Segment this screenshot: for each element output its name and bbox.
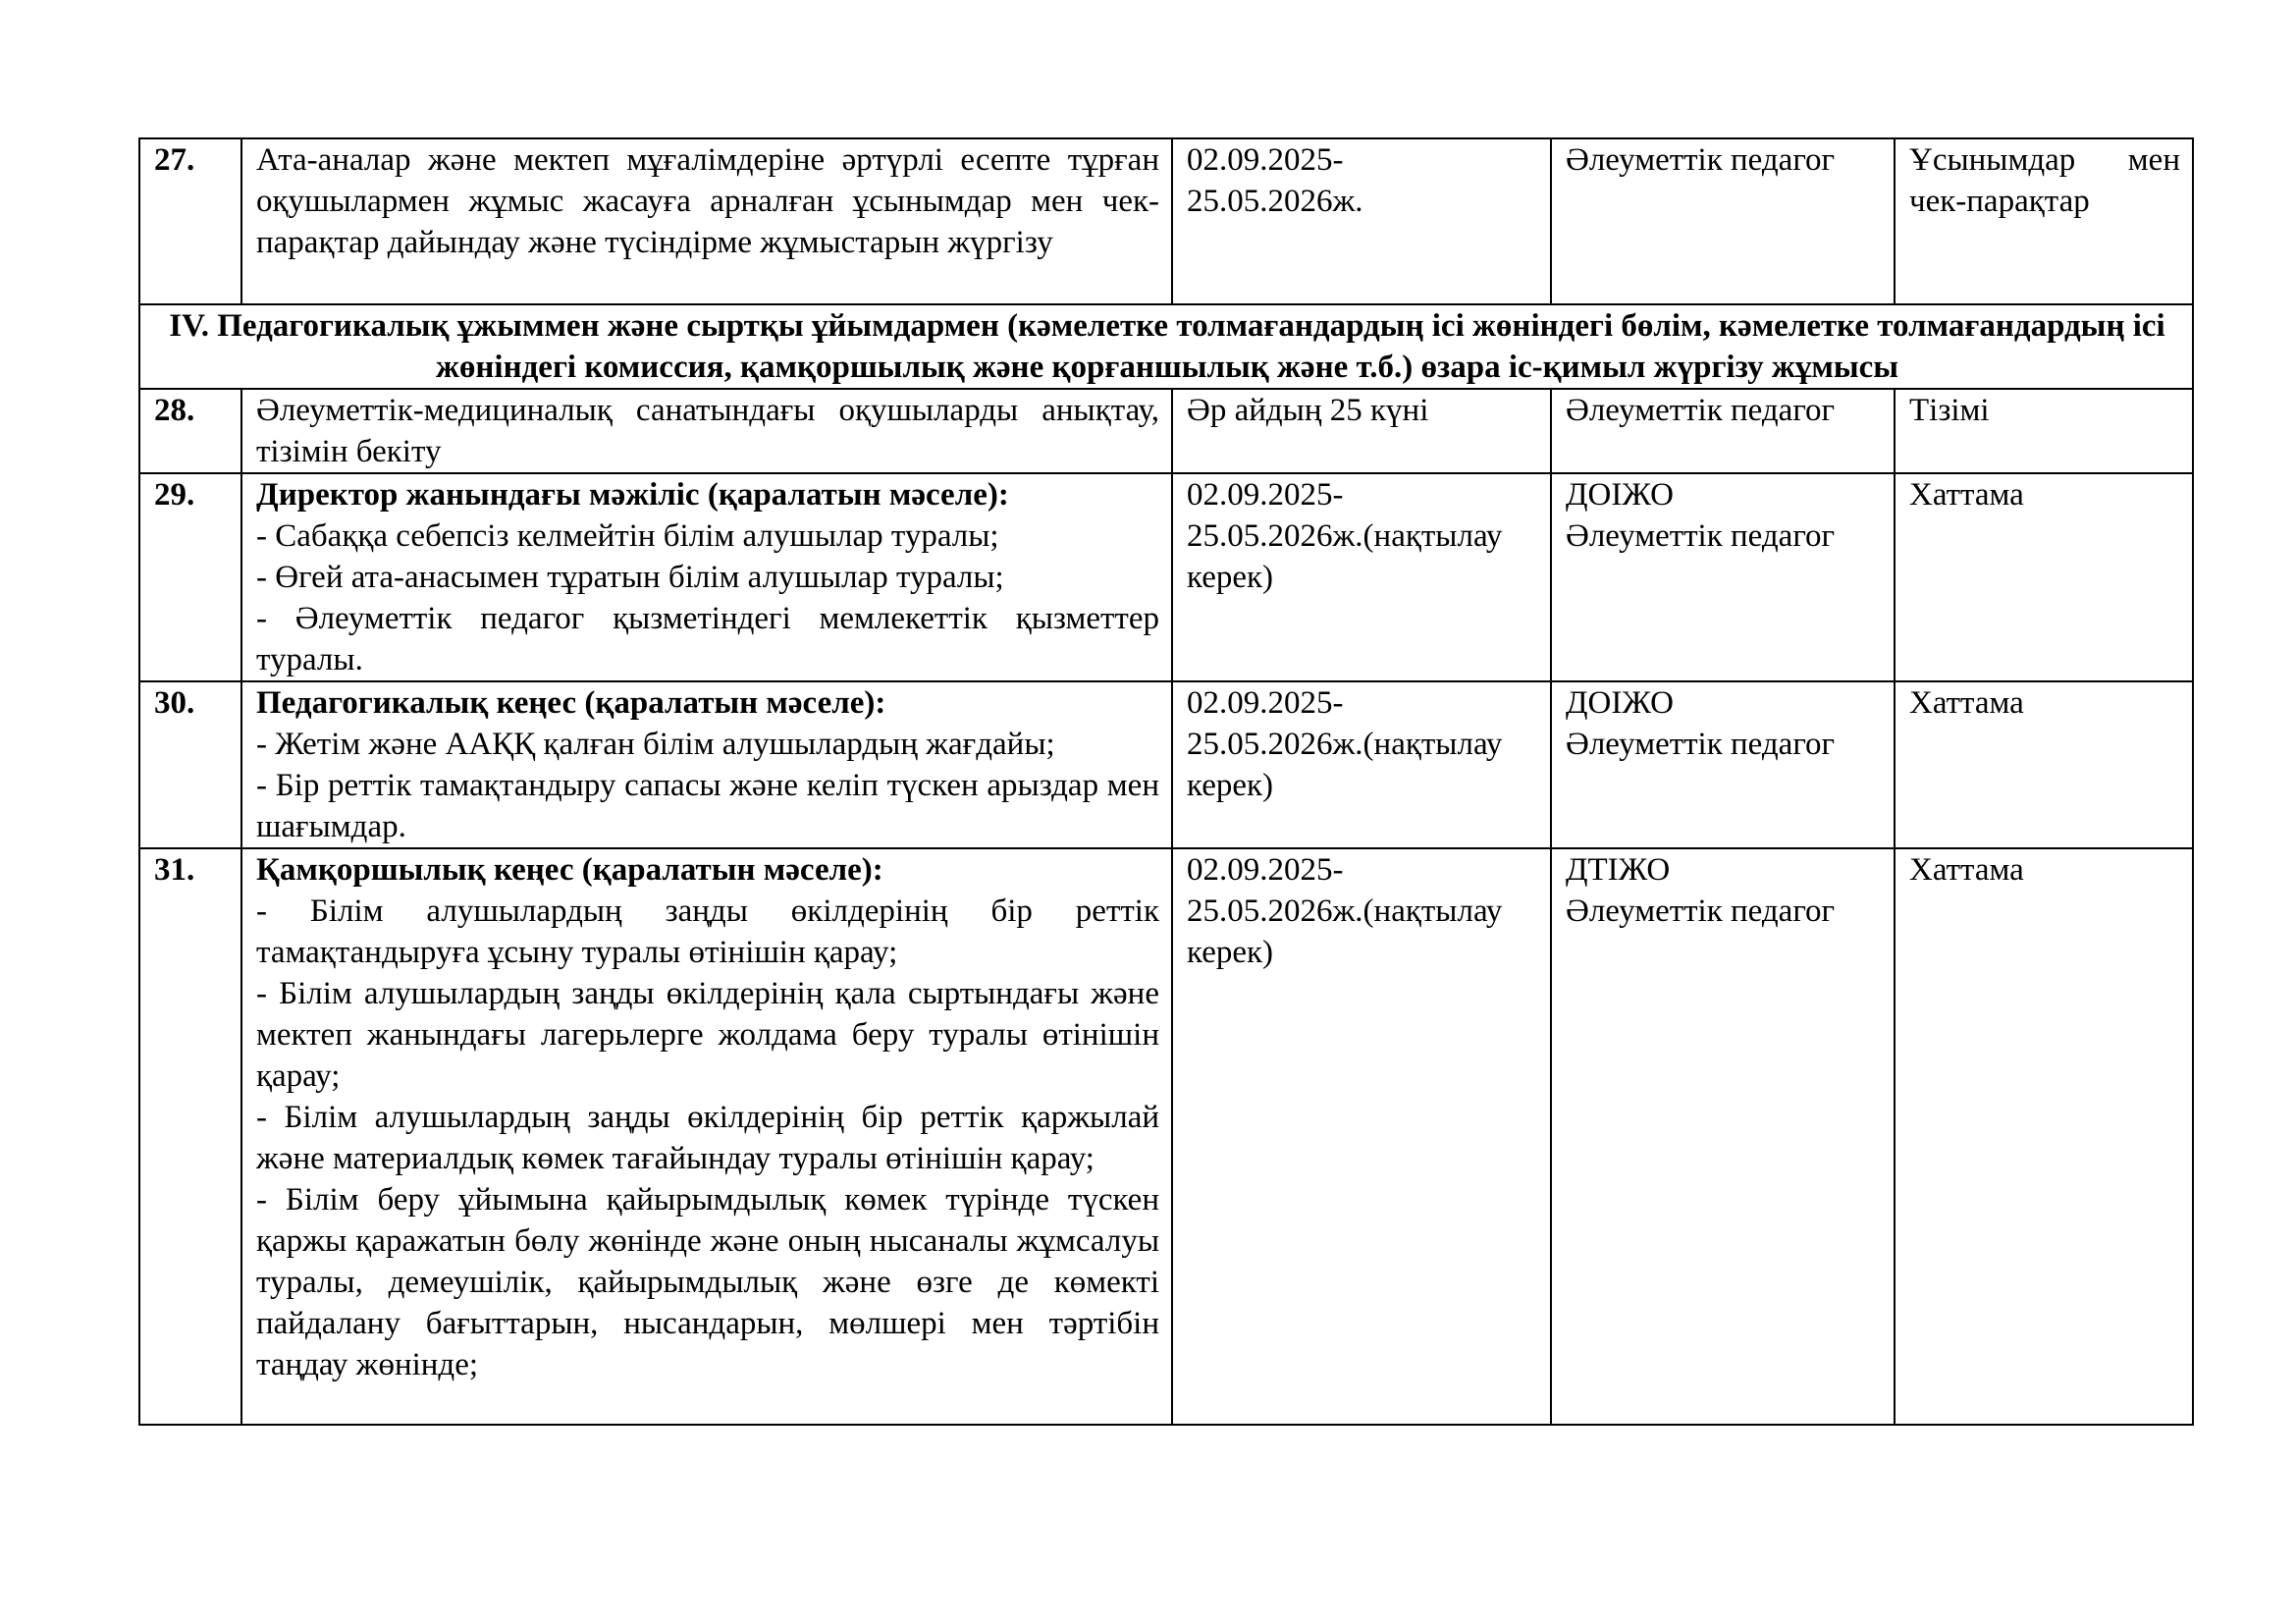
table-row	[139, 389, 2193, 473]
responsible-person: ДОІЖО	[1566, 685, 1674, 721]
description-heading: Педагогикалық кеңес (қаралатын мәселе):	[256, 685, 886, 721]
row-date	[1172, 473, 1551, 681]
responsible-person: Әлеуметтік педагог	[1566, 142, 1836, 178]
row-number: 29.	[139, 473, 241, 681]
responsible-person: Әлеуметтік педагог	[1566, 893, 1836, 929]
work-plan-table	[138, 137, 2194, 1426]
row-description	[241, 848, 1172, 1425]
date-end: 25.05.2026ж.(нақтылау керек)	[1187, 727, 1503, 803]
date-start: 02.09.2025-	[1187, 685, 1344, 721]
description-line: - Білім алушылардың заңды өкілдерінің бір реттік қаржылай және материалдық көмек тағайындау туралы өтінішін қарау;	[256, 1100, 1159, 1176]
row-responsible	[1551, 848, 1895, 1425]
row-date	[1172, 848, 1551, 1425]
row-description: Ата-аналар және мектеп мұғалімдеріне әртүрлі есепте тұрған оқушылармен жұмыс жасауға арналған ұсынымдар мен чек-парақтар дайындау және түсіндірме жұмыстарын жүргізу	[241, 138, 1172, 304]
row-date	[1172, 681, 1551, 848]
description-heading: Директор жанындағы мәжіліс (қаралатын мәселе):	[256, 477, 1009, 513]
row-result: Хаттама	[1895, 473, 2193, 681]
description-line: - Бір реттік тамақтандыру сапасы және келіп түскен арыздар мен шағымдар.	[256, 768, 1159, 844]
description-line: - Білім алушылардың заңды өкілдерінің бір реттік тамақтандыруға ұсыну туралы өтінішін қарау;	[256, 893, 1159, 970]
row-responsible	[1551, 138, 1895, 304]
responsible-person: ДОІЖО	[1566, 477, 1674, 513]
row-description	[241, 389, 1172, 473]
row-number: 27.	[139, 138, 241, 304]
description-line: - Әлеуметтік педагог қызметіндегі мемлекеттік қызметтер туралы.	[256, 601, 1159, 677]
row-responsible	[1551, 681, 1895, 848]
description-line: - Жетім және ААҚҚ қалған білім алушылардың жағдайы;	[256, 727, 1055, 762]
description-line: - Білім алушылардың заңды өкілдерінің қала сыртындағы және мектеп жанындағы лагерьлерге жолдама беру туралы өтінішін қарау;	[256, 976, 1159, 1094]
description-line: Әлеуметтік-медициналық санатындағы оқушыларды анықтау, тізімін бекіту	[256, 393, 1159, 469]
date-end: 25.05.2026ж.	[1187, 184, 1363, 219]
date-start: 02.09.2025-	[1187, 477, 1344, 513]
row-description	[241, 681, 1172, 848]
row-result: Тізімі	[1895, 389, 2193, 473]
row-number: 30.	[139, 681, 241, 848]
responsible-person: Әлеуметтік педагог	[1566, 393, 1836, 428]
row-date	[1172, 389, 1551, 473]
date-end: 25.05.2026ж.(нақтылау керек)	[1187, 518, 1503, 595]
row-result: Хаттама	[1895, 681, 2193, 848]
responsible-person: ДТІЖО	[1566, 852, 1671, 888]
date-text: Әр айдың 25 күні	[1187, 393, 1429, 428]
description-heading: Қамқоршылық кеңес (қаралатын мәселе):	[256, 852, 883, 888]
responsible-person: Әлеуметтік педагог	[1566, 518, 1836, 554]
row-description	[241, 473, 1172, 681]
table-row	[139, 138, 2193, 304]
date-end: 25.05.2026ж.(нақтылау керек)	[1187, 893, 1503, 970]
row-result: Хаттама	[1895, 848, 2193, 1425]
section-heading: IV. Педагогикалық ұжыммен және сыртқы ұйымдармен (кәмелетке толмағандардың ісі жөніндегі бөлім, кәмелетке толмағандардың ісі жөніндегі комиссия, қамқоршылық және қорғаншылық және т.б.) өзара іс-қимыл жүргізу жұмысы	[139, 304, 2193, 389]
responsible-person: Әлеуметтік педагог	[1566, 727, 1836, 762]
row-date	[1172, 138, 1551, 304]
description-line: - Сабаққа себепсіз келмейтін білім алушылар туралы;	[256, 518, 999, 554]
description-line: - Білім беру ұйымына қайырымдылық көмек түрінде түскен қаржы қаражатын бөлу жөнінде және оның нысаналы жұмсалуы туралы, демеушілік, қайырымдылық және өзге де көмекті пайдалану бағыттарын, нысандарын, мөлшері мен тәртібін таңдау жөнінде;	[256, 1182, 1159, 1382]
table-row	[139, 848, 2193, 1425]
table-row	[139, 681, 2193, 848]
row-result: Ұсынымдар мен чек-парақтар	[1895, 138, 2193, 304]
date-start: 02.09.2025-	[1187, 142, 1344, 178]
row-number: 31.	[139, 848, 241, 1425]
section-row	[139, 304, 2193, 389]
row-responsible	[1551, 473, 1895, 681]
description-line: - Өгей ата-анасымен тұратын білім алушылар туралы;	[256, 560, 1004, 595]
table-row	[139, 473, 2193, 681]
date-start: 02.09.2025-	[1187, 852, 1344, 888]
row-responsible	[1551, 389, 1895, 473]
row-number: 28.	[139, 389, 241, 473]
